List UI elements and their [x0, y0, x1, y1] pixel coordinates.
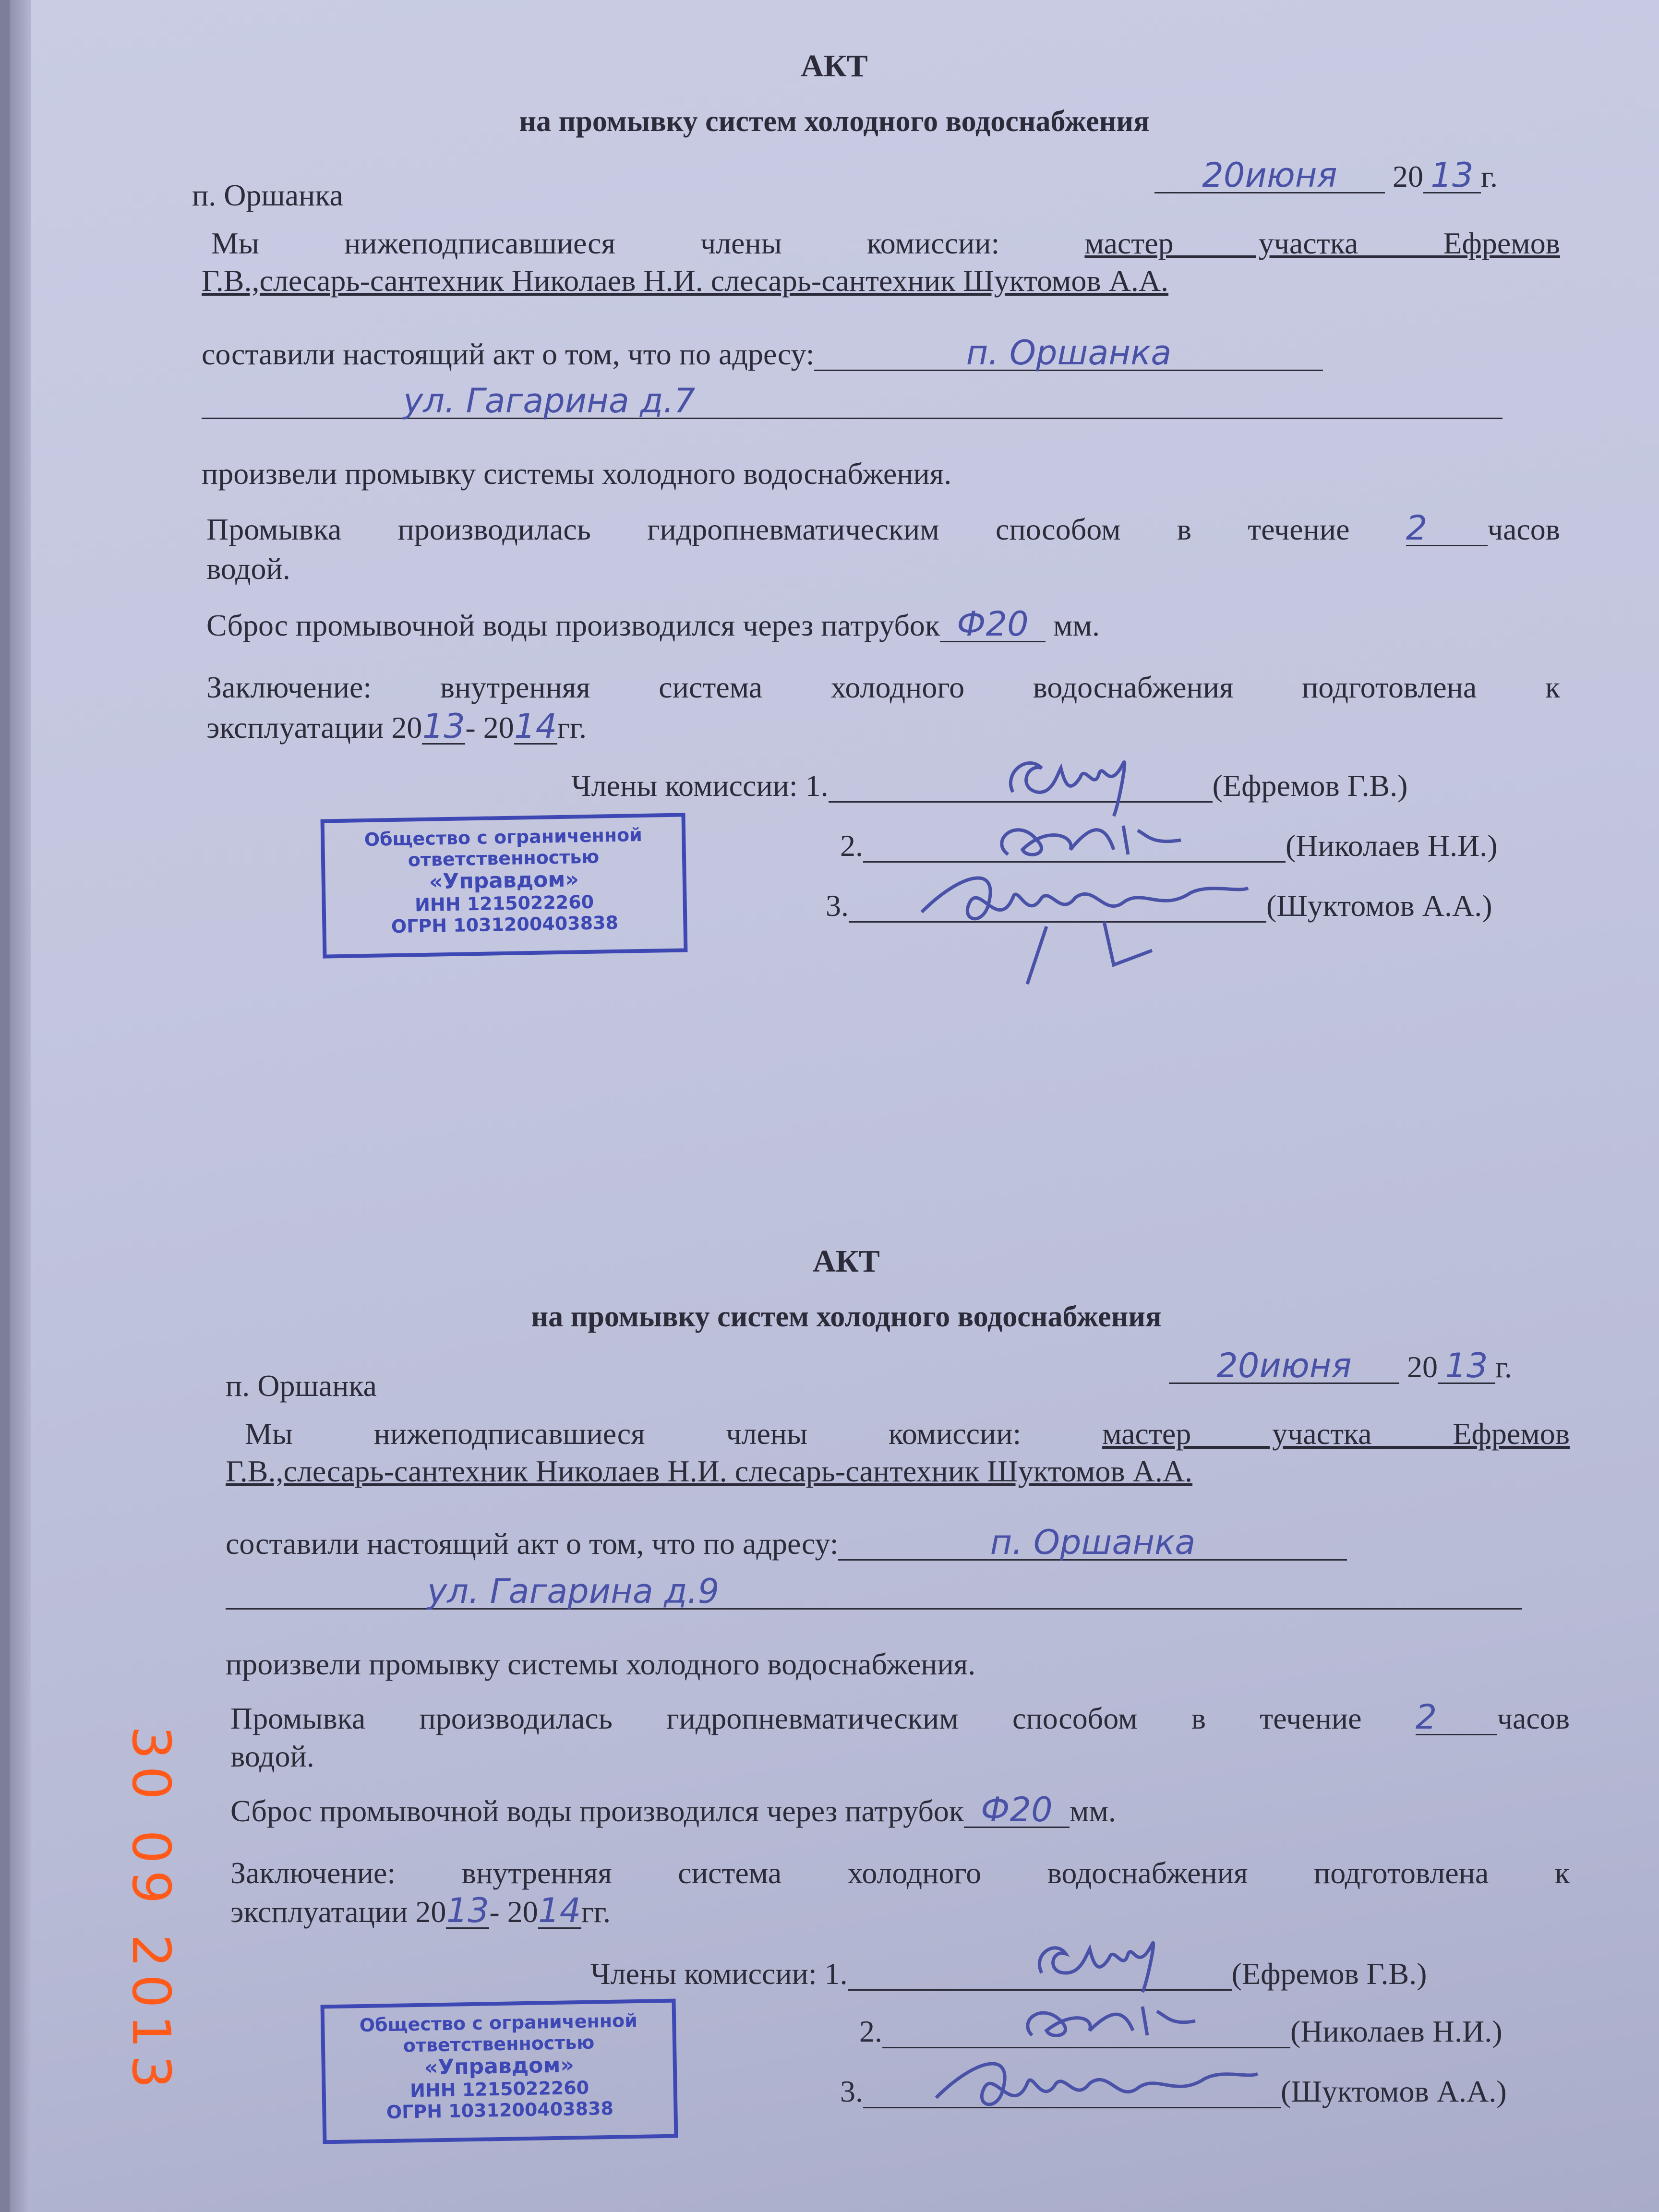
exp-suffix: гг.	[581, 1895, 611, 1929]
place-date-line	[226, 1346, 1512, 1404]
address-line	[202, 333, 1323, 373]
hours-field	[1415, 1697, 1497, 1737]
exp-year1: 13	[422, 707, 465, 746]
hours-handwritten: 2	[1415, 1697, 1437, 1737]
pipe-field	[964, 1790, 1070, 1829]
signer-num: 1.	[805, 769, 829, 803]
signer-name: (Шуктомов А.А.)	[1281, 2074, 1507, 2108]
act-title: АКТ	[813, 1244, 880, 1279]
place-date-line	[192, 156, 1498, 213]
stamp-line: Общество с ограниченной	[364, 824, 643, 851]
intro-text: Мы нижеподписавшиеся члены комиссии:	[211, 226, 1000, 260]
year-suffix: г.	[1495, 1350, 1512, 1384]
signer-num: 2.	[859, 2014, 882, 2048]
address-handwritten-2: ул. Гагарина д.9	[427, 1572, 720, 1611]
address-line	[226, 1523, 1347, 1562]
stamp-line: ИНН 1215022260	[414, 891, 594, 916]
signer-name: (Ефремов Г.В.)	[1231, 1957, 1427, 1991]
drain-text: Сброс промывочной воды производился через патрубок	[206, 608, 940, 642]
pipe-unit: мм.	[1069, 1794, 1116, 1828]
address-field-1	[814, 333, 1323, 373]
address-line-2	[202, 381, 1503, 421]
stamp-line: ответственностью	[403, 2032, 595, 2056]
intro-line	[245, 1416, 1570, 1452]
signer-name: (Николаев Н.И.)	[1286, 829, 1498, 863]
pipe-handwritten: Ф20	[981, 1790, 1053, 1829]
exp-year2-field	[538, 1891, 581, 1930]
address-label: составили настоящий акт о том, что по адресу:	[202, 337, 815, 371]
pipe-field	[940, 604, 1046, 644]
flush-done: произвели промывку системы холодного водоснабжения.	[226, 1647, 976, 1681]
stamp-line: ИНН 1215022260	[409, 2077, 589, 2102]
members-line2: Г.В.,слесарь-сантехник Николаев Н.И. слесарь-сантехник Шуктомов А.А.	[202, 264, 1169, 298]
drain-text: Сброс промывочной воды производился через патрубок	[230, 1794, 964, 1828]
signature-3	[902, 854, 1267, 989]
act-1	[10, 0, 1659, 1104]
date-handwritten: 20июня	[1216, 1346, 1352, 1385]
members-label: Члены комиссии:	[571, 769, 798, 803]
method-text: Промывка производилась гидропневматическим способом в течение	[230, 1701, 1362, 1735]
address-line-2	[226, 1572, 1522, 1611]
year-prefix: 20	[1392, 159, 1423, 193]
signer-name: (Шуктомов А.А.)	[1266, 889, 1492, 923]
camera-datestamp	[120, 1695, 182, 2127]
date-field	[1154, 158, 1385, 193]
signer-num: 3.	[840, 2074, 863, 2108]
hours-unit: часов	[1487, 512, 1560, 546]
conclusion-line: Заключение: внутренняя система холодного водоснабжения подготовлена к	[206, 670, 1560, 704]
address-handwritten-1: п. Оршанка	[966, 333, 1172, 373]
exp-year1-field	[422, 709, 465, 745]
year-suffix: г.	[1480, 159, 1498, 193]
members-line2: Г.В.,слесарь-сантехник Николаев Н.И. слесарь-сантехник Шуктомов А.А.	[226, 1454, 1193, 1488]
drain-line	[230, 1790, 1116, 1829]
year-prefix: 20	[1407, 1350, 1438, 1384]
paper-sheet	[10, 0, 1659, 2212]
signer-num: 2.	[840, 829, 863, 863]
exp-year1-field	[446, 1891, 489, 1930]
exp-year2: 14	[514, 707, 557, 746]
year-field	[1423, 158, 1481, 193]
members-line1: мастер участка Ефремов	[1084, 226, 1560, 260]
flush-done: произвели промывку системы холодного водоснабжения.	[202, 457, 952, 491]
act-subtitle: на промывку систем холодного водоснабжения	[531, 1300, 1162, 1333]
act-title: АКТ	[801, 48, 868, 84]
company-stamp	[321, 813, 688, 958]
company-stamp	[321, 1999, 678, 2144]
address-field-2	[226, 1572, 1522, 1611]
stamp-line: ОГРН 1031200403838	[386, 2097, 614, 2123]
stamp-line: Общество с ограниченной	[359, 2009, 638, 2036]
stamp-line: ОГРН 1031200403838	[391, 912, 619, 938]
place: п. Оршанка	[226, 1369, 377, 1403]
address-field-1	[838, 1523, 1347, 1562]
method-text: Промывка производилась гидропневматическим способом в течение	[206, 512, 1350, 546]
date-block	[1169, 1346, 1512, 1385]
year-handwritten: 13	[1431, 156, 1474, 195]
drain-line	[206, 604, 1100, 644]
exp-mid: - 20	[489, 1895, 538, 1929]
method-line	[230, 1697, 1570, 1737]
exp-year2: 14	[538, 1891, 581, 1930]
members-label: Члены комиссии:	[590, 1957, 817, 1991]
act-subtitle: на промывку систем холодного водоснабжения	[519, 105, 1150, 138]
hours-field	[1406, 508, 1488, 548]
members-line1: мастер участка Ефремов	[1102, 1417, 1570, 1451]
pipe-unit: мм.	[1053, 608, 1100, 642]
place: п. Оршанка	[192, 178, 343, 212]
signer-name: (Николаев Н.И.)	[1290, 2014, 1503, 2048]
address-handwritten-2: ул. Гагарина д.7	[403, 381, 696, 421]
year-field	[1438, 1346, 1495, 1385]
hours-unit: часов	[1497, 1701, 1570, 1735]
year-handwritten: 13	[1445, 1346, 1488, 1385]
act-2	[34, 1214, 1659, 2175]
exp-suffix: гг.	[557, 710, 587, 745]
camera-datestamp-text: 30 09 2013	[120, 1726, 182, 2095]
hours-handwritten: 2	[1406, 508, 1428, 548]
exp-mid: - 20	[465, 710, 514, 745]
method-line	[206, 508, 1560, 548]
date-block	[1154, 158, 1498, 194]
signer-name: (Ефремов Г.В.)	[1212, 769, 1408, 803]
intro-line	[211, 226, 1560, 261]
conclusion-line: Заключение: внутренняя система холодного водоснабжения подготовлена к	[230, 1856, 1570, 1890]
exploitation-line	[230, 1891, 611, 1930]
pipe-handwritten: Ф20	[957, 604, 1029, 644]
address-handwritten-1: п. Оршанка	[990, 1523, 1196, 1562]
date-handwritten: 20июня	[1202, 156, 1337, 195]
signature-3	[917, 2040, 1272, 2136]
exp-year2-field	[514, 709, 557, 745]
exploitation-text: эксплуатации 20	[206, 710, 422, 745]
signer-num: 1.	[824, 1957, 848, 1991]
signer-num: 3.	[826, 889, 849, 923]
address-field-2	[202, 381, 1503, 421]
exp-year1: 13	[446, 1891, 489, 1930]
intro-text: Мы нижеподписавшиеся члены комиссии:	[245, 1417, 1022, 1451]
exploitation-text: эксплуатации 20	[230, 1895, 446, 1929]
date-field	[1169, 1346, 1399, 1385]
stamp-line: ответственностью	[408, 846, 600, 871]
stamp-company-name: «Управдом»	[429, 867, 579, 894]
exploitation-line	[206, 709, 587, 745]
water: водой.	[206, 552, 290, 586]
water: водой.	[230, 1739, 314, 1773]
stamp-company-name: «Управдом»	[424, 2053, 575, 2080]
address-label: составили настоящий акт о том, что по адресу:	[226, 1527, 839, 1561]
